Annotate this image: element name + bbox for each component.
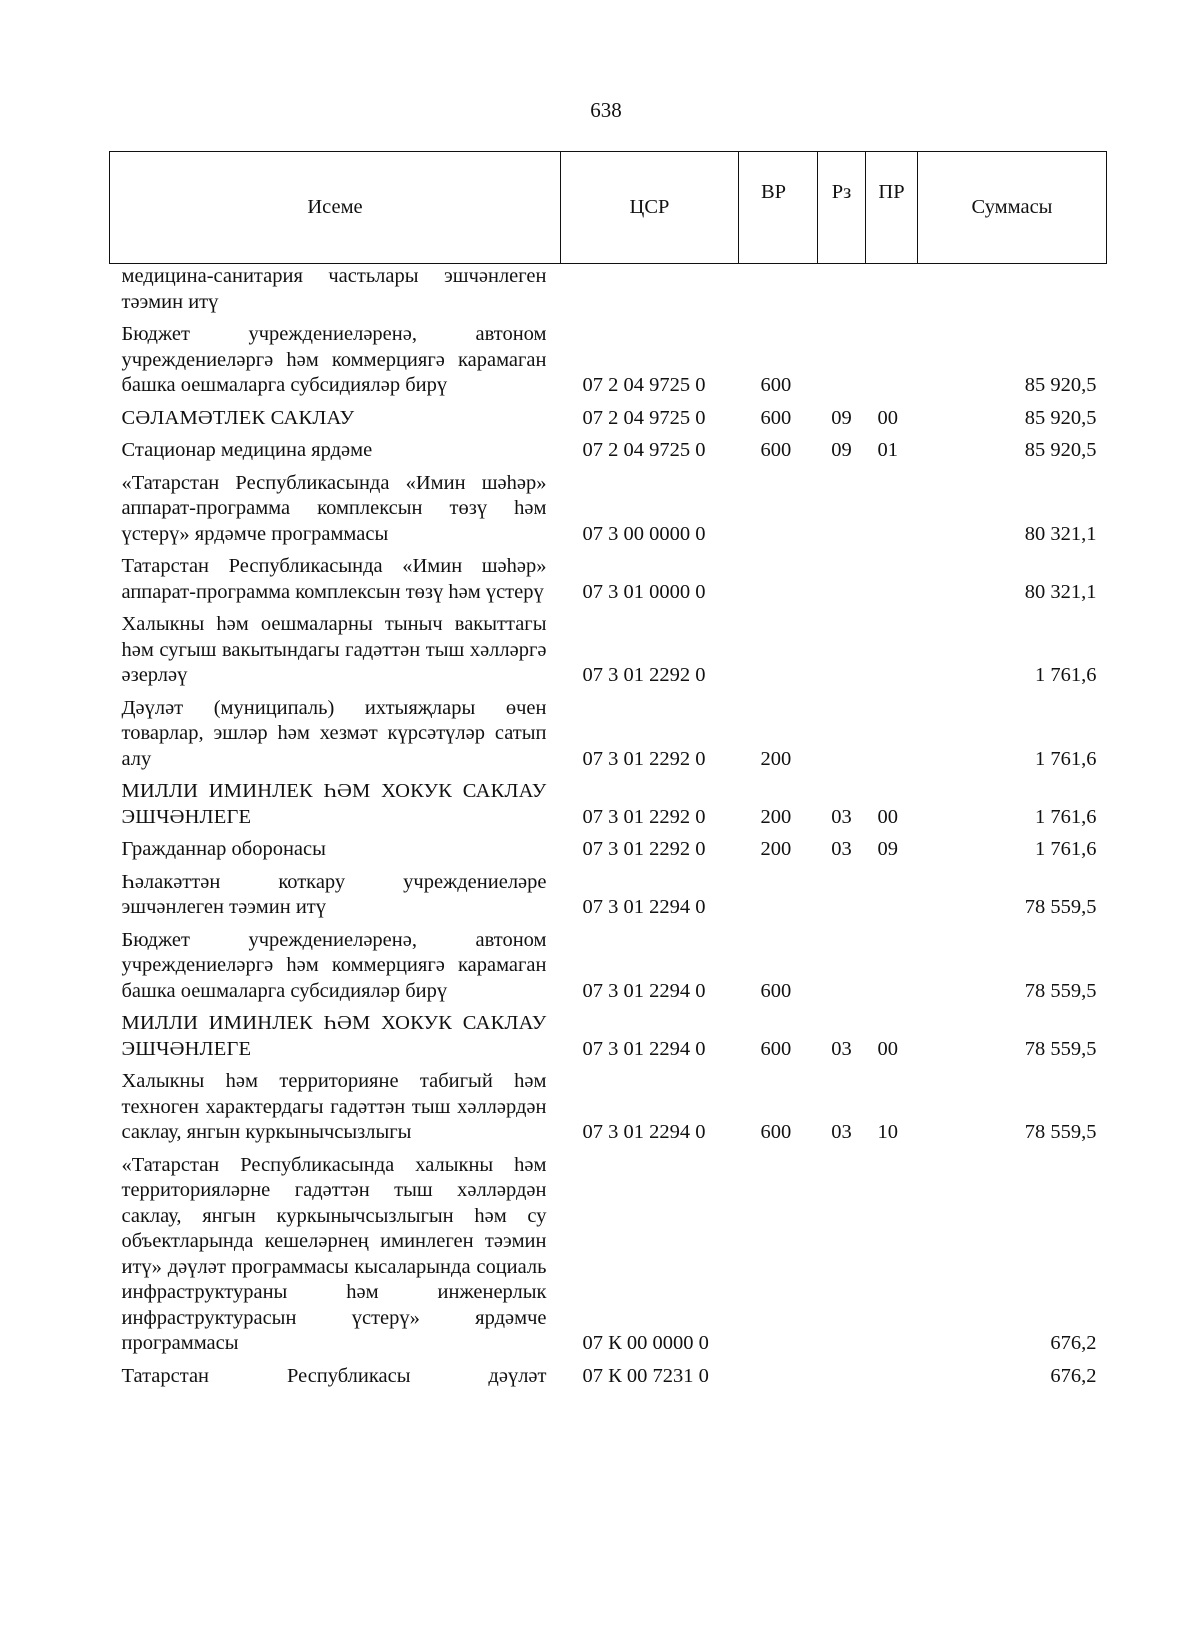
row-vr: 200 [760, 747, 792, 770]
row-csr: 07 3 01 2292 0 [582, 747, 706, 770]
row-pr [866, 921, 918, 1005]
row-rz: 03 [831, 805, 852, 828]
row-vr: 600 [760, 1121, 792, 1143]
table-row [110, 1146, 1107, 1357]
row-vr [739, 863, 818, 921]
row-vr: 600 [760, 439, 792, 461]
row-sum: 676,2 [1050, 1364, 1097, 1387]
row-sum: 1 761,6 [1035, 664, 1097, 686]
row-name: Стационар медицина ярдәме [121, 439, 373, 461]
table-row [110, 264, 1107, 316]
row-rz: 09 [831, 439, 852, 461]
row-name: МИЛЛИ ИМИНЛЕК ҺӘМ ХОКУК САКЛАУ ЭШЧӘНЛЕГЕ [121, 1012, 547, 1060]
header-pr: ПР [866, 152, 918, 264]
row-rz [818, 315, 866, 399]
row-sum: 85 920,5 [1024, 406, 1097, 429]
row-csr: 07 3 01 2294 0 [582, 1037, 706, 1060]
row-rz: 03 [831, 1037, 852, 1060]
row-name: Халыкны һәм территорияне табигый һәм техноген характердагы гадәттән тыш хәлләрдән саклау, янгын куркынычсызлыгы [121, 1070, 547, 1143]
table-row [110, 921, 1107, 1005]
row-csr: 07 3 01 2294 0 [582, 896, 706, 918]
row-pr: 09 [877, 838, 898, 860]
row-name: Татарстан Республикасы дәүләт [121, 1364, 547, 1387]
row-sum: 1 761,6 [1035, 747, 1097, 770]
row-sum: 676,2 [1050, 1332, 1097, 1354]
row-name: Бюджет учреждениеләренә, автоном учреждениеләргә һәм коммерциягә карамаган башка оешмаларга субсидияләр бирү [121, 928, 547, 1002]
row-sum: 85 920,5 [1024, 439, 1097, 461]
table-row [110, 1357, 1107, 1390]
row-vr: 600 [760, 979, 792, 1002]
row-vr: 600 [760, 374, 792, 396]
row-vr: 200 [760, 838, 792, 860]
row-sum: 78 559,5 [1024, 1037, 1097, 1060]
row-csr: 07 3 01 2294 0 [582, 1121, 706, 1143]
header-rz: Рз [818, 152, 866, 264]
table-row [110, 399, 1107, 432]
row-csr: 07 2 04 9725 0 [582, 374, 706, 396]
row-csr: 07 3 01 2292 0 [582, 838, 706, 860]
row-csr: 07 К 00 0000 0 [582, 1332, 709, 1354]
row-rz [818, 464, 866, 548]
row-rz: 03 [831, 838, 852, 860]
row-name: Һәлакәттән коткару учреждениеләре эшчәнлеген тәэмин итү [121, 870, 547, 918]
page-number: 638 [590, 98, 622, 122]
row-vr [739, 1146, 818, 1357]
table-row [110, 689, 1107, 773]
header-name: Исеме [110, 152, 561, 264]
row-vr [739, 464, 818, 548]
row-pr [866, 547, 918, 605]
budget-table [109, 151, 1107, 1389]
row-vr [739, 264, 818, 316]
row-pr [866, 464, 918, 548]
row-vr: 200 [760, 805, 792, 828]
row-name: СӘЛАМӘТЛЕК САКЛАУ [121, 406, 355, 429]
row-name: медицина-санитария частьлары эшчәнлеген тәэмин итү [121, 265, 547, 313]
row-csr: 07 2 04 9725 0 [582, 439, 706, 461]
table-row [110, 1004, 1107, 1062]
row-pr: 00 [877, 1037, 898, 1060]
row-name: Татарстан Республикасында «Имин шәһәр» аппарат-программа комплексын төзү һәм үстерү [121, 555, 547, 603]
row-sum: 85 920,5 [1024, 374, 1097, 396]
row-sum: 78 559,5 [1024, 896, 1097, 918]
row-csr: 07 3 01 2292 0 [582, 664, 706, 686]
row-rz [818, 547, 866, 605]
row-pr: 00 [877, 406, 898, 429]
row-name: «Татарстан Республикасында халыкны һәм территорияләрне гадәттән тыш хәлләрдән саклау, янгын куркынычсызлыгын һәм су объектларында кешеләрнең иминлеген тәэмин итү» дәүләт программасы кысаларында социаль инфраструктураны һәм инженерлык инфраструктурасын үстерү» ярдәмче программасы [121, 1153, 547, 1354]
row-csr: 07 2 04 9725 0 [582, 406, 706, 429]
row-vr: 600 [760, 406, 792, 429]
row-sum: 80 321,1 [1024, 522, 1097, 545]
row-rz [818, 264, 866, 316]
row-vr [739, 1357, 818, 1390]
row-rz: 09 [831, 406, 852, 429]
row-sum: 78 559,5 [1024, 979, 1097, 1002]
row-csr: 07 К 00 7231 0 [582, 1364, 709, 1387]
table-row [110, 1062, 1107, 1146]
row-pr [866, 264, 918, 316]
row-pr [866, 315, 918, 399]
row-sum: 1 761,6 [1035, 838, 1097, 860]
row-name: Халыкны һәм оешмаларны тыныч вакыттагы һәм сугыш вакытындагы гадәттән тыш хәлләргә әзерләү [121, 613, 547, 686]
row-pr [866, 689, 918, 773]
table-row [110, 464, 1107, 548]
row-csr: 07 3 01 0000 0 [582, 580, 706, 603]
row-csr: 07 3 01 2292 0 [582, 805, 706, 828]
row-name: «Татарстан Республикасында «Имин шәһәр» аппарат-программа комплексын төзү һәм үстерү» ярдәмче программасы [121, 471, 547, 545]
table-row [110, 772, 1107, 830]
row-pr: 10 [877, 1121, 898, 1143]
row-name: Гражданнар оборонасы [121, 838, 326, 860]
row-vr [739, 605, 818, 689]
table-row [110, 830, 1107, 863]
row-name: МИЛЛИ ИМИНЛЕК ҺӘМ ХОКУК САКЛАУ ЭШЧӘНЛЕГЕ [121, 780, 547, 828]
table-row [110, 605, 1107, 689]
table-row [110, 547, 1107, 605]
table-row [110, 315, 1107, 399]
row-rz [818, 1146, 866, 1357]
row-rz [818, 605, 866, 689]
row-pr [866, 605, 918, 689]
row-csr: 07 3 01 2294 0 [582, 979, 706, 1002]
row-name: Дәүләт (муниципаль) ихтыяҗлары өчен товарлар, эшләр һәм хезмәт күрсәтүләр сатып алу [121, 696, 547, 770]
row-sum: 80 321,1 [1024, 580, 1097, 603]
table-row [110, 431, 1107, 464]
table-row [110, 863, 1107, 921]
row-pr [866, 1146, 918, 1357]
row-rz [818, 689, 866, 773]
row-rz [818, 863, 866, 921]
row-csr [561, 264, 739, 316]
row-pr [866, 863, 918, 921]
row-rz [818, 1357, 866, 1390]
row-pr: 00 [877, 805, 898, 828]
row-pr [866, 1357, 918, 1390]
row-sum: 78 559,5 [1024, 1121, 1097, 1143]
row-vr: 600 [760, 1037, 792, 1060]
header-csr: ЦСР [561, 152, 739, 264]
row-sum [918, 264, 1107, 316]
header-sum: Суммасы [918, 152, 1107, 264]
row-csr: 07 3 00 0000 0 [582, 522, 706, 545]
row-name: Бюджет учреждениеләренә, автоном учреждениеләргә һәм коммерциягә карамаган башка оешмаларга субсидияләр бирү [121, 323, 547, 396]
row-pr: 01 [877, 439, 898, 461]
table-header-row [110, 152, 1107, 264]
row-vr [739, 547, 818, 605]
row-rz [818, 921, 866, 1005]
header-vr: ВР [739, 152, 818, 264]
row-rz: 03 [831, 1121, 852, 1143]
row-sum: 1 761,6 [1035, 805, 1097, 828]
